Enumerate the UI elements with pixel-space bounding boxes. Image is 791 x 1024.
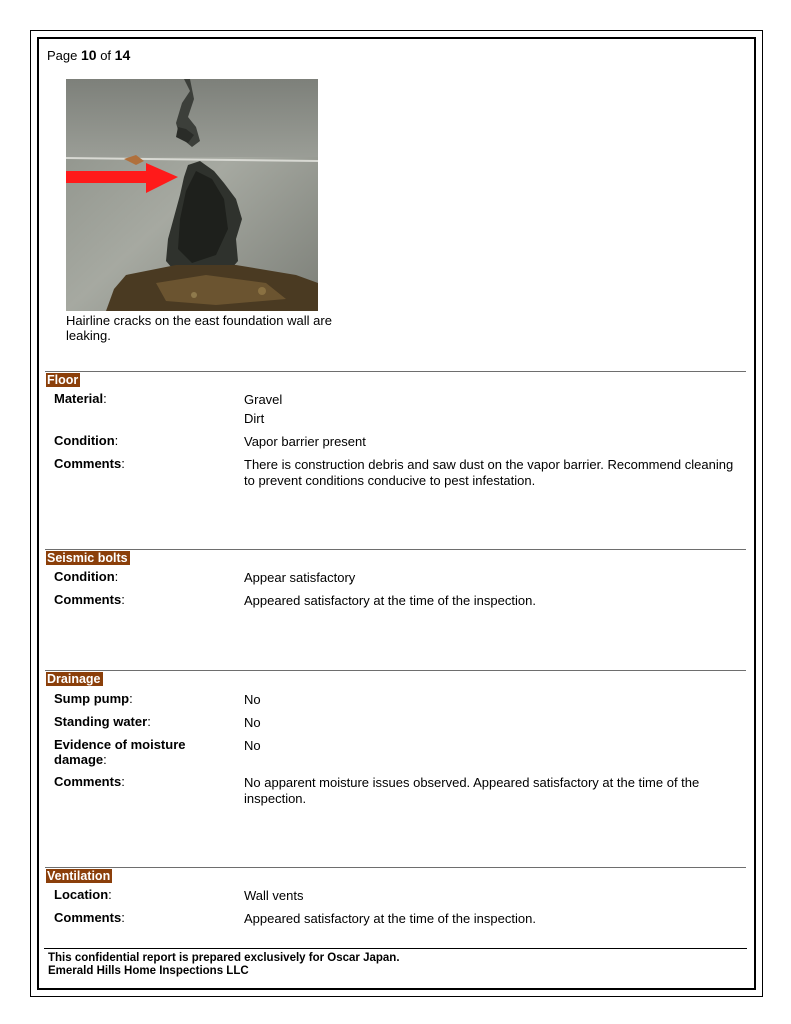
section-title-drainage: Drainage [47,672,101,686]
photo-caption: Hairline cracks on the east foundation wall are leaking. [66,313,332,343]
value-material-gravel: Gravel [244,392,283,407]
section-divider [45,670,746,671]
section-divider [45,549,746,550]
value-material-dirt: Dirt [244,411,265,426]
footer-divider [44,948,747,949]
value-drainage-comments: No apparent moisture issues observed. Appeared satisfactory at the time of the inspection. [244,775,700,806]
section-title-ventilation: Ventilation [47,869,111,883]
label-ventilation-location: Location: [54,887,112,902]
value-floor-condition: Vapor barrier present [244,434,366,449]
section-title-seismic-bolts: Seismic bolts [47,551,128,565]
label-floor-comments: Comments: [54,456,125,471]
label-material: Material: [54,391,107,406]
foundation-crack-photo [66,79,318,311]
section-divider [45,371,746,372]
label-seismic-condition: Condition: [54,569,119,584]
footer-confidential-line: This confidential report is prepared exclusively for Oscar Japan. [48,952,400,964]
value-standing-water: No [244,715,261,730]
value-floor-comments: There is construction debris and saw dust on the vapor barrier. Recommend cleaning to prevent conditions conducive to pest infestation. [244,457,734,488]
value-seismic-comments: Appeared satisfactory at the time of the inspection. [244,593,536,608]
footer-company-name: Emerald Hills Home Inspections LLC [48,965,249,977]
label-sump-pump: Sump pump: [54,691,133,706]
value-sump-pump: No [244,692,261,707]
page-number: Page 10 of 14 [47,47,131,63]
label-floor-condition: Condition: [54,433,119,448]
label-moisture-damage: Evidence of moisture damage: [54,737,186,767]
section-divider [45,867,746,868]
label-drainage-comments: Comments: [54,774,125,789]
value-seismic-condition: Appear satisfactory [244,570,356,585]
value-ventilation-comments: Appeared satisfactory at the time of the inspection. [244,911,536,926]
value-moisture-damage: No [244,738,261,753]
section-title-floor: Floor [47,373,79,387]
report-footer [48,952,400,978]
label-standing-water: Standing water: [54,714,151,729]
label-seismic-comments: Comments: [54,592,125,607]
value-ventilation-location: Wall vents [244,888,304,903]
label-ventilation-comments: Comments: [54,910,125,925]
